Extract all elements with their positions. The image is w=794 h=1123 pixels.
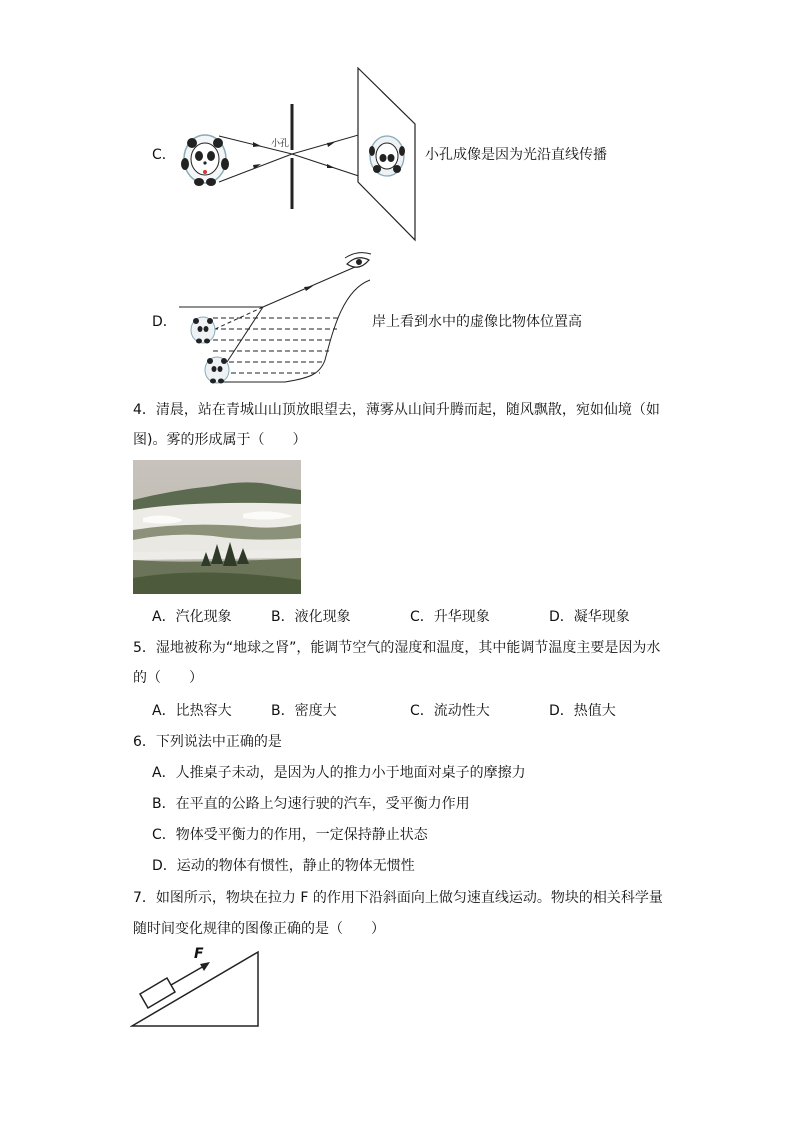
panda-object-icon <box>181 135 229 186</box>
option-d-letter: D． <box>152 314 177 330</box>
q4-option-c: C．升华现象 <box>410 609 490 625</box>
q7-stem-line2: 随时间变化规律的图像正确的是（ ） <box>133 921 385 937</box>
q5-stem-line2: 的（ ） <box>133 670 203 686</box>
q5-stem-line1: 5．湿地被称为“地球之肾”，能调节空气的湿度和温度，其中能调节温度主要是因为水 <box>133 640 661 656</box>
pinhole-diagram <box>175 64 425 244</box>
option-d-statement: 岸上看到水中的虚像比物体位置高 <box>372 314 582 330</box>
q6-option-b: B．在平直的公路上匀速行驶的汽车，受平衡力作用 <box>152 796 470 812</box>
foggy-mountain-photo <box>133 460 301 594</box>
panda-image-icon <box>369 136 405 176</box>
bank-curve <box>215 280 370 382</box>
q5-option-b: B．密度大 <box>271 703 337 719</box>
q4-option-a: A．汽化现象 <box>152 609 232 625</box>
q5-option-a: A．比热容大 <box>152 703 232 719</box>
q4-option-d: D．凝华现象 <box>549 609 630 625</box>
q6-option-a: A．人推桌子未动，是因为人的推力小于地面对桌子的摩擦力 <box>152 765 526 781</box>
eye-icon <box>345 253 371 268</box>
refraction-diagram <box>175 250 375 390</box>
q7-stem-line1: 7．如图所示，物块在拉力 F 的作用下沿斜面向上做匀速直线运动。物块的相关科学量 <box>133 890 663 906</box>
q6-stem: 6．下列说法中正确的是 <box>133 734 282 750</box>
q4-option-b: B．液化现象 <box>271 609 351 625</box>
refracted-ray-underwater <box>227 307 263 362</box>
force-label: F <box>194 946 204 962</box>
q6-option-d: D．运动的物体有惯性，静止的物体无惯性 <box>152 858 415 874</box>
q5-option-d: D．热值大 <box>549 703 616 719</box>
panda-virtual-image-icon <box>191 317 215 344</box>
pinhole-label: 小孔 <box>271 139 290 149</box>
ray-arrows <box>253 142 335 169</box>
option-c-letter: C． <box>152 147 176 163</box>
water-lines <box>213 318 340 373</box>
force-arrowhead <box>200 962 210 971</box>
force-arrow-line <box>171 966 204 985</box>
incline-diagram <box>130 944 265 1030</box>
q4-stem-line1: 4．清晨，站在青城山山顶放眼望去，薄雾从山间升腾而起，随风飘散，宛如仙境（如 <box>133 402 660 418</box>
panda-object-icon <box>205 357 229 384</box>
q5-option-c: C．流动性大 <box>410 703 490 719</box>
ray-arrow <box>304 286 313 291</box>
option-c-statement: 小孔成像是因为光沿直线传播 <box>425 147 607 163</box>
q6-option-c: C．物体受平衡力的作用，一定保持静止状态 <box>152 827 428 843</box>
q4-stem-line2: 图)。雾的形成属于（ ） <box>133 432 307 448</box>
